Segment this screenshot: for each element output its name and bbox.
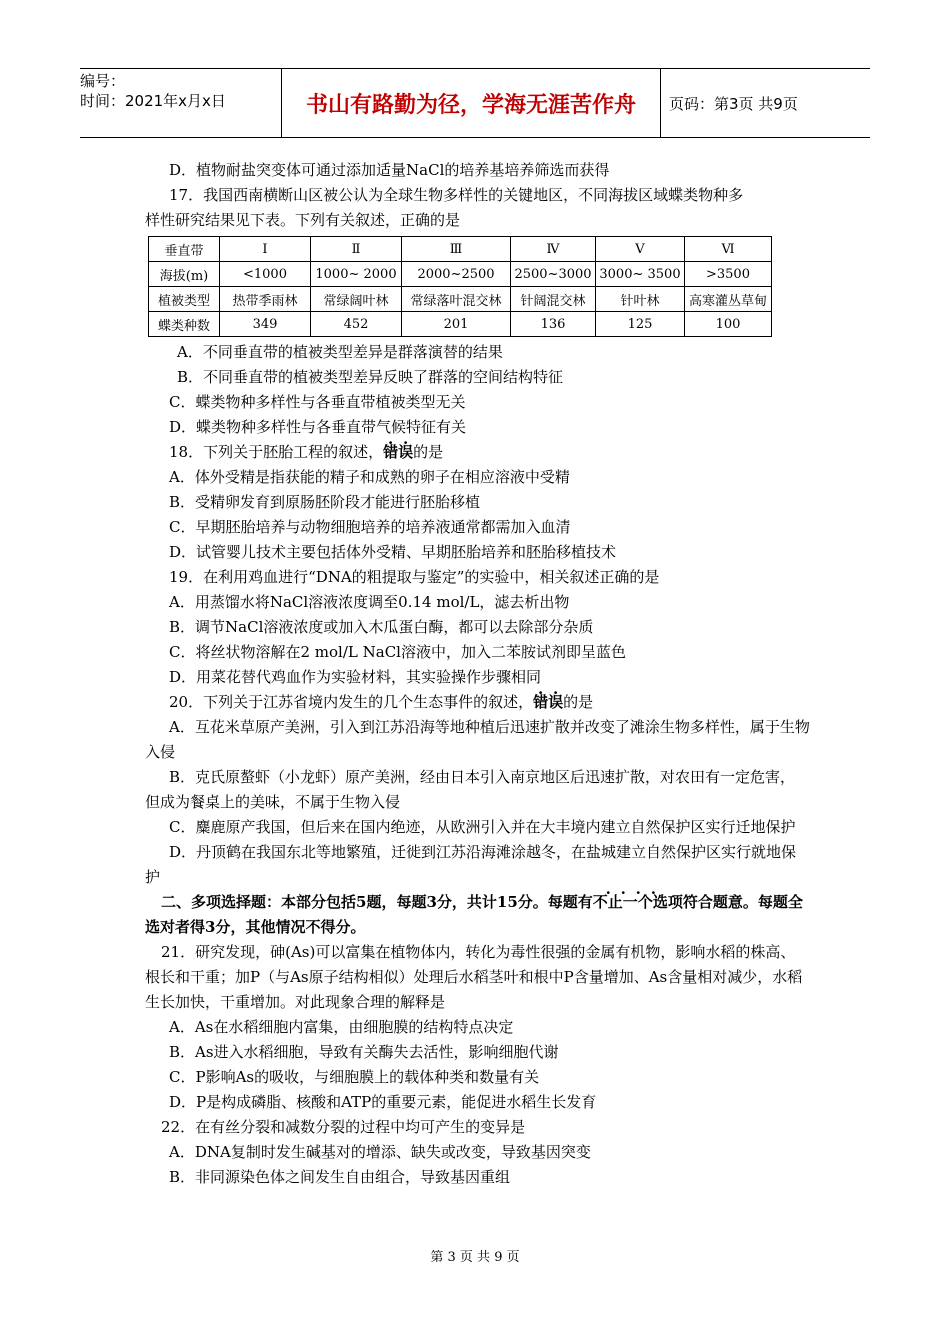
table-cell: 常绿落叶混交林 [402,287,511,312]
table-cell: 2000~2500 [402,262,511,287]
emphasis-mark: 误 [398,443,414,461]
table-row [149,312,772,337]
emphasis-mark: 误 [548,693,564,711]
table-cell: <1000 [220,262,311,287]
q18-option-b: B．受精卵发育到原肠胚阶段才能进行胚胎移植 [169,493,481,511]
table-row [149,237,772,262]
emphasis-mark: 错 [533,693,549,711]
table-cell: 100 [685,312,772,337]
q17-option-d: D．蝶类物种多样性与各垂直带气候特征有关 [169,418,467,436]
q17-stem-line2: 样性研究结果见下表。下列有关叙述，正确的是 [145,211,461,229]
q21-option-d: D．P是构成磷脂、核酸和ATP的重要元素，能促进水稻生长发育 [169,1093,597,1111]
time-label: 时间：2021年x月x日 [80,92,226,110]
q17-option-c: C．蝶类物种多样性与各垂直带植被类型无关 [169,393,466,411]
table-cell: 常绿阔叶林 [311,287,402,312]
q21-option-c: C．P影响As的吸收，与细胞膜上的载体种类和数量有关 [169,1068,540,1086]
q20-option-b: B．克氏原螯虾（小龙虾）原产美洲，经由日本引入南京地区后迅速扩散，对农田有一定危害，但成为餐桌上的美味，不属于生物入侵 [145,768,796,811]
table-cell: Ⅰ [220,237,311,262]
q16-option-d: D．植物耐盐突变体可通过添加适量NaCl的培养基培养筛选而获得 [169,161,610,179]
table-cell: 125 [596,312,685,337]
q21-option-a: A．As在水稻细胞内富集，由细胞膜的结构特点决定 [169,1018,514,1036]
q17-table [148,236,772,337]
emphasis-mark: 一 [622,893,638,911]
q18-option-d: D．试管婴儿技术主要包括体外受精、早期胚胎培养和胚胎移植技术 [169,543,617,561]
table-cell: 349 [220,312,311,337]
q22-option-b: B．非同源染色体之间发生自由组合，导致基因重组 [169,1168,511,1186]
q17-stem-line1: 17．我国西南横断山区被公认为全球生物多样性的关键地区，不同海拔区域蝶类物种多 [169,186,744,204]
table-cell: 蝶类种数 [149,312,220,337]
table-cell: 针阔混交林 [511,287,596,312]
q19-option-a: A．用蒸馏水将NaCl溶液浓度调至0.14 mol/L，滤去析出物 [169,593,570,611]
table-cell: 1000~ 2000 [311,262,402,287]
emphasis-mark: 不 [592,893,608,911]
section2-heading: 二、多项选择题：本部分包括5题，每题3分，共计15分。每题有不止一个选项符合题意。每题全选对者得3分，其他情况不得分。 [145,893,803,936]
table-cell: 热带季雨林 [220,287,311,312]
page-footer: 第 3 页 共 9 页 [430,1250,520,1265]
table-cell: 2500~3000 [511,262,596,287]
table-cell: Ⅳ [511,237,596,262]
header-meta [80,69,281,137]
q19-stem: 19．在利用鸡血进行“DNA的粗提取与鉴定”的实验中，相关叙述正确的是 [169,568,660,586]
q22-option-a: A．DNA复制时发生碱基对的增添、缺失或改变，导致基因突变 [169,1143,591,1161]
page-header [80,68,870,138]
q19-option-d: D．用菜花替代鸡血作为实验材料，其实验操作步骤相同 [169,668,542,686]
q18-stem: 18．下列关于胚胎工程的叙述，错误的是 [169,443,444,461]
q20-option-a: A．互花米草原产美洲，引入到江苏沿海等地种植后迅速扩散并改变了滩涂生物多样性，属于生物入侵 [145,718,810,761]
header-page-info: 页码：第3页 共9页 [669,94,798,113]
q21-stem: 21．研究发现，砷(As)可以富集在植物体内，转化为毒性很强的金属有机物，影响水稻的株高、根长和干重；加P（与As原子结构相似）处理后水稻茎叶和根中P含量增加、As含量相对减少，水稻生长加快，干重增加。对此现象合理的解释是 [145,943,803,1011]
emphasis-mark: 错 [383,443,399,461]
emphasis-mark: 个 [637,893,653,911]
table-cell: Ⅱ [311,237,402,262]
code-label: 编号： [80,72,126,90]
table-cell: Ⅴ [596,237,685,262]
table-cell: 针叶林 [596,287,685,312]
q20-option-d: D．丹顶鹤在我国东北等地繁殖，迁徙到江苏沿海滩涂越冬，在盐城建立自然保护区实行就地保护 [145,843,797,886]
table-row [149,287,772,312]
q20-option-c: C．麋鹿原产我国，但后来在国内绝迹，从欧洲引入并在大丰境内建立自然保护区实行迁地保护 [169,818,796,836]
table-cell: Ⅲ [402,237,511,262]
table-cell: 201 [402,312,511,337]
q21-option-b: B．As进入水稻细胞，导致有关酶失去活性，影响细胞代谢 [169,1043,559,1061]
table-cell: 植被类型 [149,287,220,312]
q22-stem: 22．在有丝分裂和减数分裂的过程中均可产生的变异是 [161,1118,526,1136]
q20-stem: 20．下列关于江苏省境内发生的几个生态事件的叙述，错误的是 [169,693,594,711]
table-cell: 452 [311,312,402,337]
table-cell: 海拔(m) [149,262,220,287]
table-cell: Ⅵ [685,237,772,262]
q17-option-a: A．不同垂直带的植被类型差异是群落演替的结果 [177,343,503,361]
emphasis-mark: 止 [607,893,623,911]
table-row [149,262,772,287]
q17-option-b: B．不同垂直带的植被类型差异反映了群落的空间结构特征 [177,368,564,386]
table-cell: 高寒灌丛草甸 [685,287,772,312]
q18-option-a: A．体外受精是指获能的精子和成熟的卵子在相应溶液中受精 [169,468,570,486]
header-motto: 书山有路勤为径，学海无涯苦作舟 [281,69,661,137]
document-body [145,158,810,1190]
q19-option-b: B．调节NaCl溶液浓度或加入木瓜蛋白酶，都可以去除部分杂质 [169,618,594,636]
table-cell: 3000~ 3500 [596,262,685,287]
q19-option-c: C．将丝状物溶解在2 mol/L NaCl溶液中，加入二苯胺试剂即呈蓝色 [169,643,626,661]
table-cell: >3500 [685,262,772,287]
q18-option-c: C．早期胚胎培养与动物细胞培养的培养液通常都需加入血清 [169,518,571,536]
table-cell: 136 [511,312,596,337]
table-cell: 垂直带 [149,237,220,262]
